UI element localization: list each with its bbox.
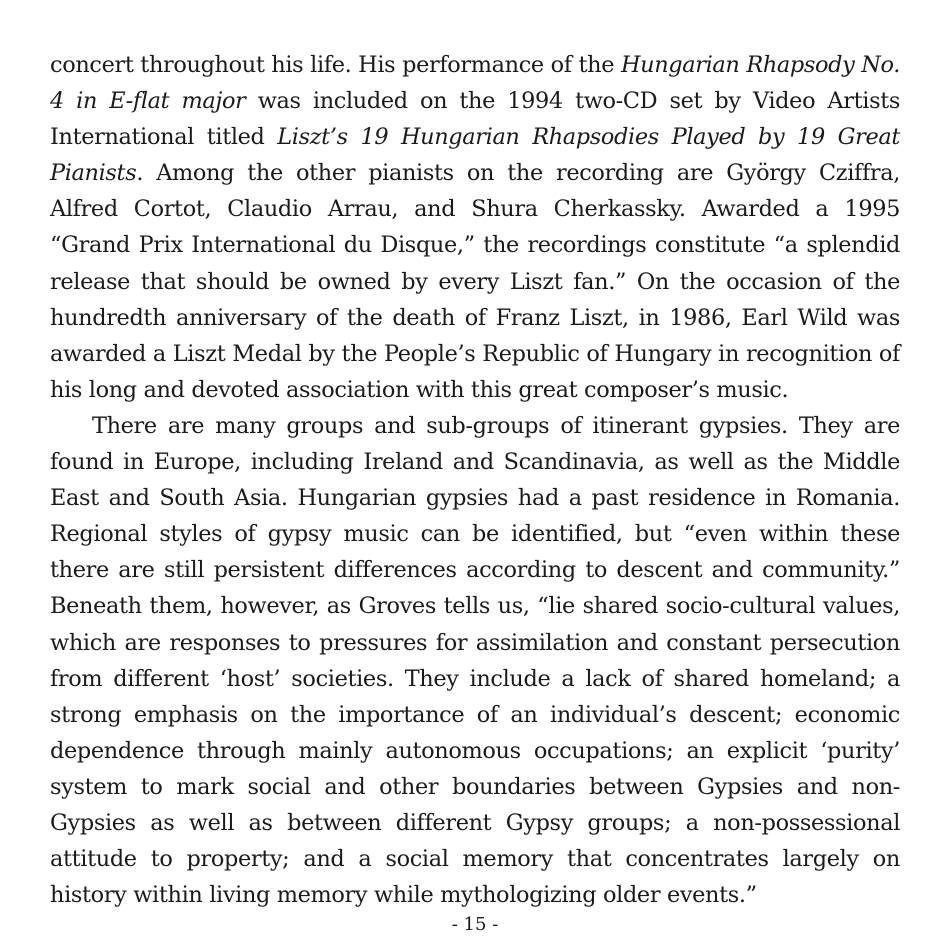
page-number: - 15 - [451, 914, 499, 935]
text-segment: was included on the 1994 two-CD set by Video Artists International titled [50, 88, 900, 151]
text-segment: . Among the other pianists on the recording are György Cziffra, Alfred Cortot, Claudio Arrau, and Shura Cherkassky. Awarded a 1995 “Grand Prix International du Disque,” the recordings constitute “a splendid release that should be owned by every Liszt fan.” On the occasion of the hundredth anniversary of the death of Franz Liszt, in 1986, Earl Wild was awarded a Liszt Medal by the People’s Republic of Hungary in recognition of his long and devoted association with this great composer’s music. [50, 160, 900, 403]
page-body [50, 47, 900, 913]
paragraph-liszt-recordings [50, 47, 900, 408]
italic-title-rhapsody-no-4: Hungarian Rhapsody No. 4 in E-flat major [50, 52, 900, 115]
text-segment: There are many groups and sub-groups of itinerant gypsies. They are found in Europe, including Ireland and Scandinavia, as well as the Middle East and South Asia. Hungarian gypsies had a past residence in Romania. Regional styles of gypsy music can be identified, but “even within these there are still persistent differences according to descent and community.” Beneath them, however, as Groves tells us, “lie shared socio-cultural values, which are responses to pressures for assimilation and constant persecution from different ‘host’ societies. They include a lack of shared homeland; a strong emphasis on the importance of an individual’s descent; economic dependence through mainly autonomous occupations; an explicit ‘purity’ system to mark social and other boundaries between Gypsies and non-Gypsies as well as between different Gypsy groups; a non-possessional attitude to property; and a social memory that concentrates largely on history within living memory while mythologizing older events.” [50, 412, 900, 909]
paragraph-gypsy-groups [50, 408, 900, 913]
italic-title-liszt-19-rhapsodies: Liszt’s 19 Hungarian Rhapsodies Played by 19 Great Pianists [50, 124, 901, 187]
text-segment: concert throughout his life. His performance of the [50, 52, 621, 78]
